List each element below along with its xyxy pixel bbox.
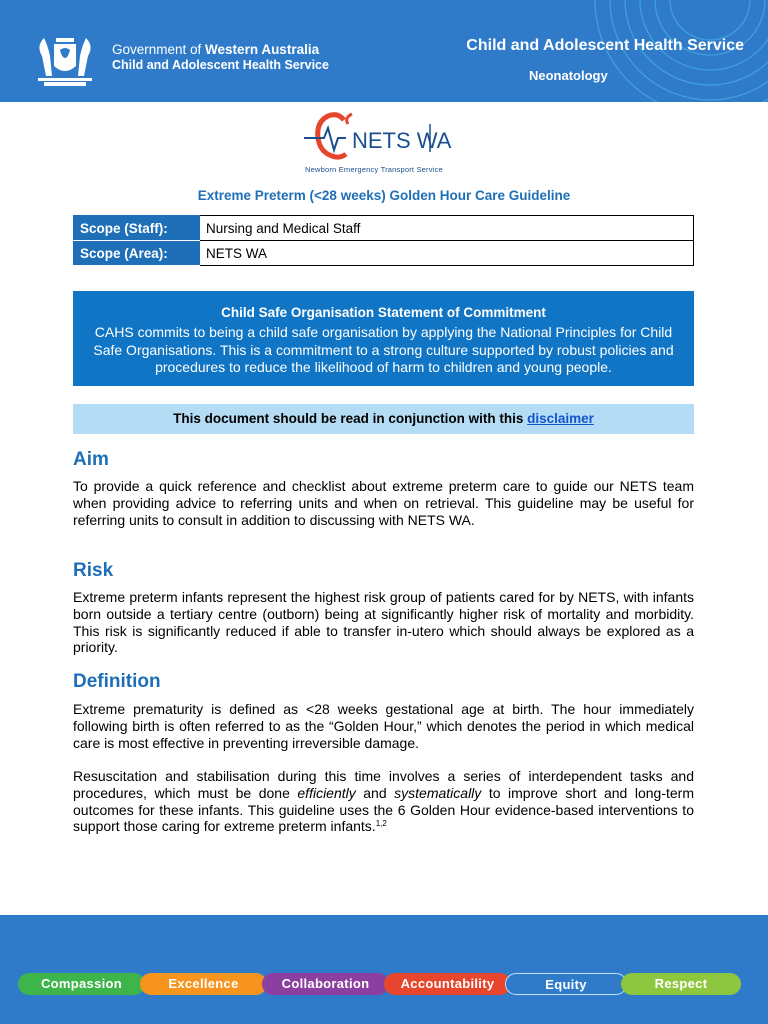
service-title: Child and Adolescent Health Service bbox=[466, 37, 744, 54]
risk-heading: Risk bbox=[73, 560, 114, 581]
value-label: Compassion bbox=[40, 976, 122, 991]
resus-emphasis-2: systematically bbox=[394, 784, 482, 801]
disclaimer-banner bbox=[73, 404, 694, 434]
child-safe-body: CAHS commits to being a child safe organisation by applying the National Principles for Child Safe Organisations. This is a commitment to a strong culture supported by robust policies and procedures to reduce the likelihood of harm to children and young people. bbox=[93, 324, 674, 375]
scope-table bbox=[73, 215, 694, 266]
value-label: Accountability bbox=[400, 976, 495, 991]
government-line bbox=[112, 42, 319, 57]
scope-area-label: Scope (Area): bbox=[74, 241, 200, 266]
logo-text: NETS WA bbox=[352, 128, 452, 153]
resuscitation-paragraph bbox=[73, 768, 694, 835]
aim-heading: Aim bbox=[73, 449, 109, 470]
scope-staff-label: Scope (Staff): bbox=[74, 216, 200, 241]
gov-service: Child and Adolescent Health Service bbox=[112, 58, 329, 72]
disclaimer-link[interactable]: disclaimer bbox=[527, 411, 594, 426]
reference-superscript: 1,2 bbox=[375, 819, 387, 829]
value-pill-excellence bbox=[140, 973, 267, 995]
table-row bbox=[74, 241, 694, 266]
value-pill-respect bbox=[621, 973, 741, 995]
value-pill-accountability bbox=[384, 973, 511, 995]
document-title: Extreme Preterm (<28 weeks) Golden Hour Care Guideline bbox=[197, 188, 571, 203]
value-pill-equity bbox=[505, 973, 627, 995]
child-safe-heading: Child Safe Organisation Statement of Commitment bbox=[221, 305, 546, 320]
child-safe-statement bbox=[73, 291, 694, 386]
value-pill-collaboration bbox=[262, 973, 389, 995]
resus-text-2: and bbox=[355, 784, 395, 801]
logo-tagline: Newborn Emergency Transport Service bbox=[305, 165, 443, 174]
value-label: Equity bbox=[545, 977, 587, 992]
gov-prefix: Government of bbox=[112, 42, 206, 57]
value-label: Respect bbox=[654, 976, 708, 991]
risk-paragraph: Extreme preterm infants represent the highest risk group of patients cared for by NETS, with infants born outside a tertiary centre (outborn) being at significantly higher risk of mortality and morbidity. This risk is significantly reduced if able to transfer in-utero which should always be explored as a priority. bbox=[73, 589, 694, 656]
scope-staff-value: Nursing and Medical Staff bbox=[200, 216, 694, 241]
definition-heading: Definition bbox=[73, 671, 161, 692]
wa-crest-icon bbox=[30, 34, 100, 90]
aim-paragraph: To provide a quick reference and checklist about extreme preterm care to guide our NETS team when providing advice to referring units and when on retrieval. This guideline may be useful for referring units to consult in addition to discussing with NETS WA. bbox=[73, 478, 694, 528]
scope-area-value: NETS WA bbox=[200, 241, 694, 266]
resus-text-3: to improve short and long-term outcomes for these infants. This guideline uses the 6 Golden Hour evidence-based interventions to support those caring for extreme preterm infants. bbox=[73, 784, 694, 835]
table-row bbox=[74, 216, 694, 241]
definition-paragraph: Extreme prematurity is defined as <28 weeks gestational age at birth. The hour immediately following birth is often referred to as the “Golden Hour,” which denotes the period in which medical care is most effective in preventing irreversible damage. bbox=[73, 701, 694, 751]
page-footer bbox=[0, 915, 768, 1024]
disclaimer-text: This document should be read in conjunction with this bbox=[173, 411, 528, 426]
department-title: Neonatology bbox=[529, 68, 608, 83]
resus-text-1: Resuscitation and stabilisation during this time involves a series of interdependent tasks and procedures, which must be done bbox=[73, 768, 694, 801]
gov-state: Western Australia bbox=[205, 42, 320, 57]
value-label: Excellence bbox=[168, 976, 239, 991]
page-header bbox=[0, 0, 768, 102]
value-pill-compassion bbox=[18, 973, 145, 995]
value-label: Collaboration bbox=[281, 976, 370, 991]
resus-emphasis-1: efficiently bbox=[297, 784, 356, 801]
